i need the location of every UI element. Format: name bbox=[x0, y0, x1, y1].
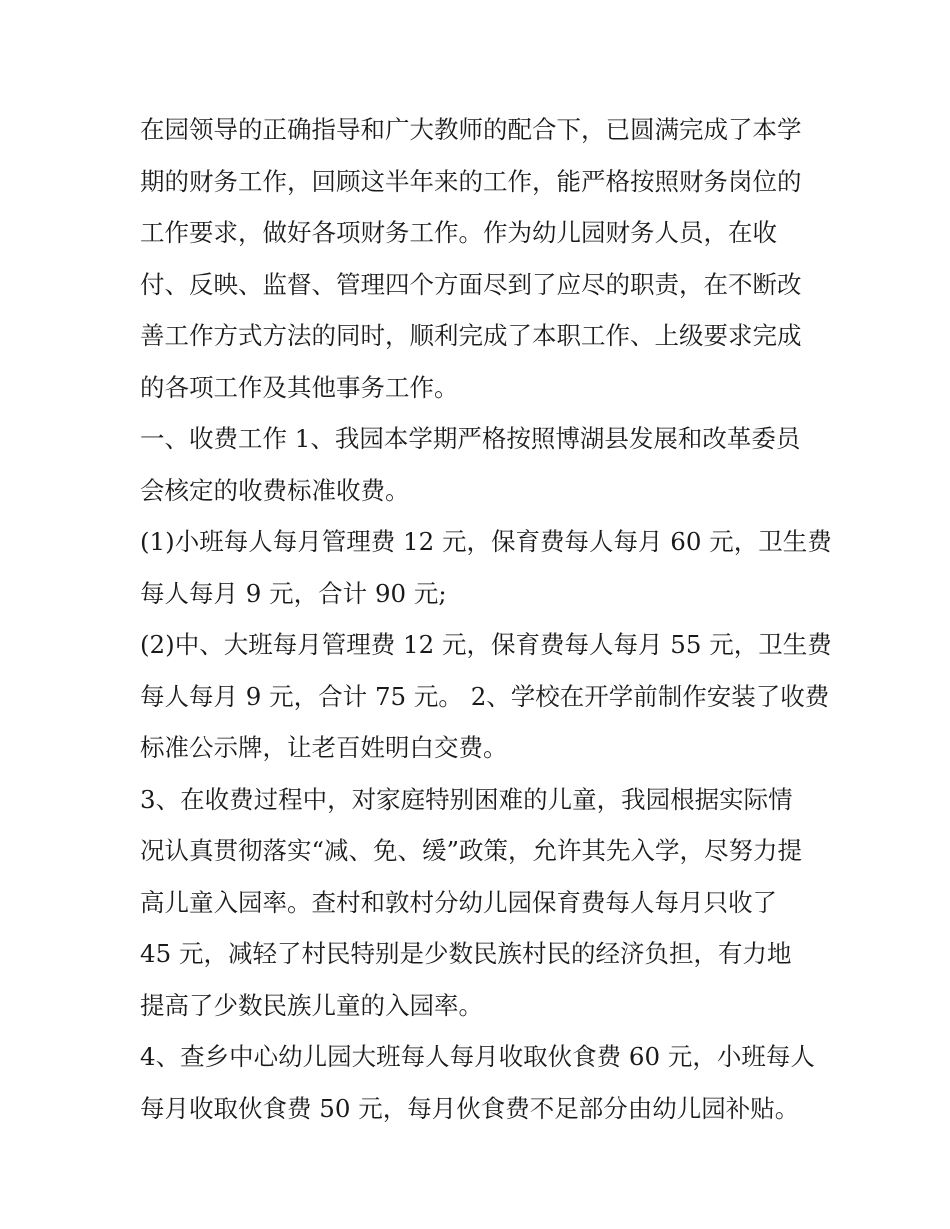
text-line: 况认真贯彻落实“减、免、缓”政策，允许其先入学，尽努力提 bbox=[140, 836, 803, 865]
text-line: 善工作方式方法的同时，顺利完成了本职工作、上级要求完成 bbox=[140, 321, 802, 350]
text-line: 每人每月 9 元，合计 90 元; bbox=[140, 578, 447, 608]
text-line: 45 元，减轻了村民特别是少数民族村民的经济负担，有力地 bbox=[140, 939, 792, 968]
text-line: 会核定的收费标准收费。 bbox=[140, 475, 410, 505]
document-body bbox=[140, 104, 832, 1134]
text-line: 在园领导的正确指导和广大教师的配合下，已圆满完成了本学 bbox=[140, 115, 802, 144]
text-line: 付、反映、监督、管理四个方面尽到了应尽的职责，在不断改 bbox=[140, 269, 802, 299]
text-line: 4、查乡中心幼儿园大班每人每月收取伙食费 60 元，小班每人 bbox=[140, 1042, 815, 1071]
text-line: 提高了少数民族儿童的入园率。 bbox=[140, 990, 483, 1020]
text-line: 工作要求，做好各项财务工作。作为幼儿园财务人员，在收 bbox=[140, 218, 777, 247]
text-line: 期的财务工作，回顾这半年来的工作，能严格按照财务岗位的 bbox=[140, 166, 802, 196]
text-line: 的各项工作及其他事务工作。 bbox=[140, 372, 459, 402]
text-line: 3、在收费过程中，对家庭特别困难的儿童，我园根据实际情 bbox=[140, 784, 793, 814]
text-line: 高儿童入园率。查村和敦村分幼儿园保育费每人每月只收了 bbox=[140, 887, 777, 917]
text-line: (2)中、大班每月管理费 12 元，保育费每人每月 55 元，卫生费 bbox=[140, 630, 832, 659]
text-line: 每月收取伙食费 50 元，每月伙食费不足部分由幼儿园补贴。 bbox=[140, 1093, 800, 1123]
text-line: (1)小班每人每月管理费 12 元，保育费每人每月 60 元，卫生费 bbox=[140, 527, 832, 556]
section-heading-line: 一、收费工作 1、我园本学期严格按照博湖县发展和改革委员 bbox=[140, 424, 801, 453]
text-line: 每人每月 9 元，合计 75 元。 2、学校在开学前制作安装了收费 bbox=[140, 681, 830, 711]
text-line: 标准公示牌，让老百姓明白交费。 bbox=[140, 733, 508, 762]
